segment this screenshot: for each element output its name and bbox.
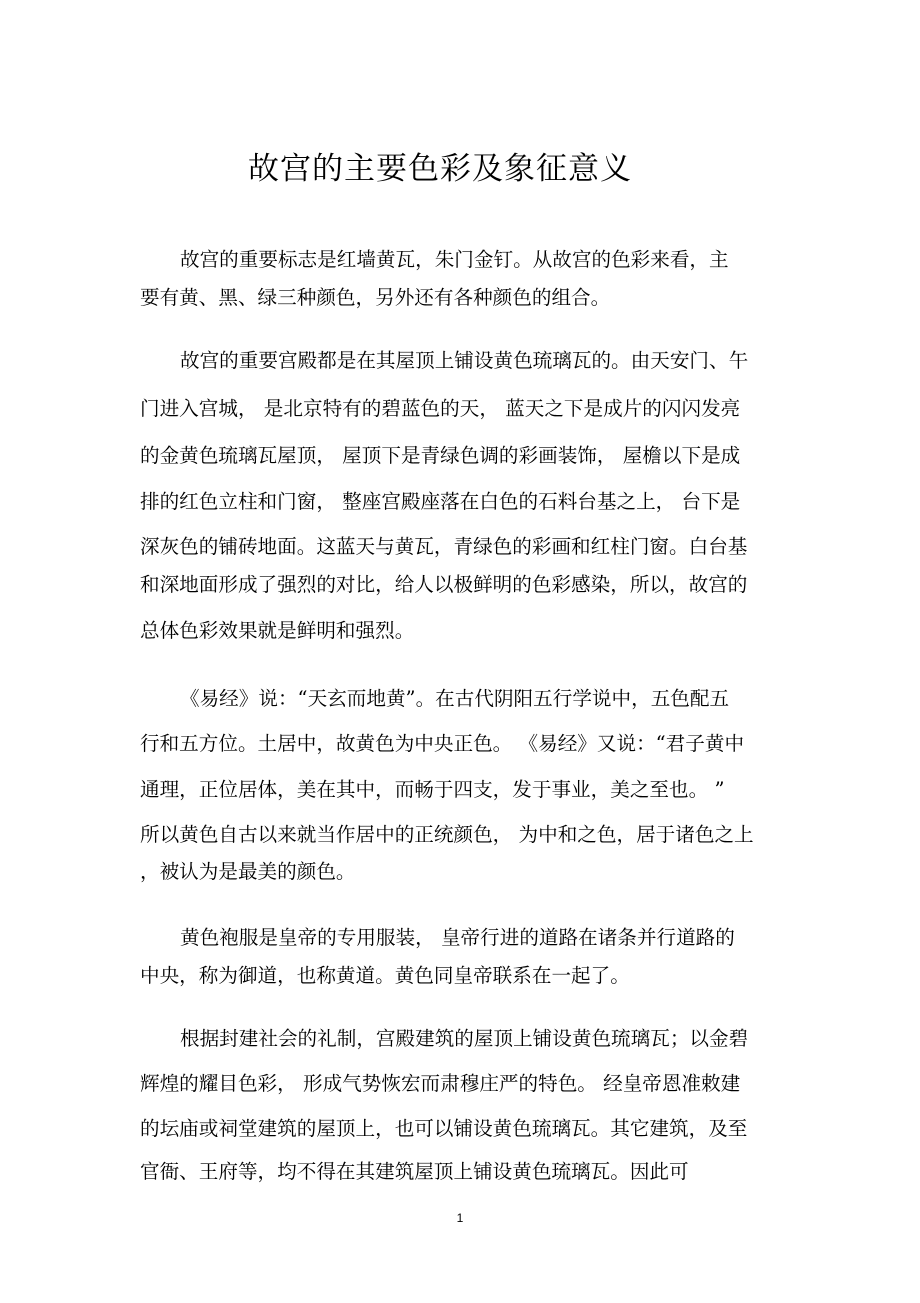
paragraph-2-line-7: 总体色彩效果就是鲜明和强烈。 (140, 619, 415, 642)
paragraph-5-line-3: 的坛庙或祠堂建筑的屋顶上，也可以铺设黄色琉璃瓦。其它建筑，及至 (140, 1117, 748, 1140)
paragraph-3-line-5: ，被认为是最美的颜色。 (140, 860, 356, 883)
page-number: 1 (456, 1211, 464, 1225)
paragraph-4-line-1: 黄色袍服是皇帝的专用服装， 皇帝行进的道路在诸条并行道路的 (180, 926, 735, 949)
paragraph-2-line-1: 故宫的重要宫殿都是在其屋顶上铺设黄色琉璃瓦的。由天安门、午 (180, 349, 749, 372)
paragraph-2-line-6: 和深地面形成了强烈的对比，给人以极鲜明的色彩感染，所以，故宫的 (140, 573, 748, 596)
paragraph-4-line-2: 中央，称为御道，也称黄道。黄色同皇帝联系在一起了。 (140, 964, 630, 987)
paragraph-1-line-1: 故宫的重要标志是红墙黄瓦，朱门金钉。从故宫的色彩来看，主 (180, 248, 729, 271)
paragraph-2-line-5: 深灰色的铺砖地面。这蓝天与黄瓦，青绿色的彩画和红柱门窗。白台基 (140, 535, 748, 558)
paragraph-5-line-2: 辉煌的耀目色彩， 形成气势恢宏而肃穆庄严的特色。 经皇帝恩准敕建 (140, 1072, 741, 1095)
paragraph-2-line-4: 排的红色立柱和门窗， 整座宫殿座落在白色的石料台基之上， 台下是 (140, 490, 741, 513)
paragraph-2-line-3: 的金黄色琉璃瓦屋顶， 屋顶下是青绿色调的彩画装饰， 屋檐以下是成 (140, 444, 741, 467)
paragraph-3-line-4: 所以黄色自古以来就当作居中的正统颜色， 为中和之色，居于诸色之上 (140, 823, 754, 846)
paragraph-2-line-2: 门进入宫城， 是北京特有的碧蓝色的天， 蓝天之下是成片的闪闪发亮 (140, 397, 741, 420)
paragraph-1-line-2: 要有黄、黑、绿三种颜色，另外还有各种颜色的组合。 (140, 286, 611, 309)
paragraph-5-line-4: 官衙、王府等，均不得在其建筑屋顶上铺设黄色琉璃瓦。因此可 (140, 1160, 689, 1183)
paragraph-5-line-1: 根据封建社会的礼制，宫殿建筑的屋顶上铺设黄色琉璃瓦；以金碧 (180, 1027, 749, 1050)
paragraph-3-line-2: 行和五方位。土居中，故黄色为中央正色。 《易经》又说：“君子黄中 (140, 732, 745, 755)
paragraph-3-line-1: 《易经》说：“天玄而地黄”。在古代阴阳五行学说中，五色配五 (180, 687, 730, 710)
page-title: 故宫的主要色彩及象征意义 (248, 151, 632, 187)
paragraph-3-line-3: 通理，正位居体，美在其中，而畅于四支，发于事业，美之至也。 ” (140, 778, 725, 801)
